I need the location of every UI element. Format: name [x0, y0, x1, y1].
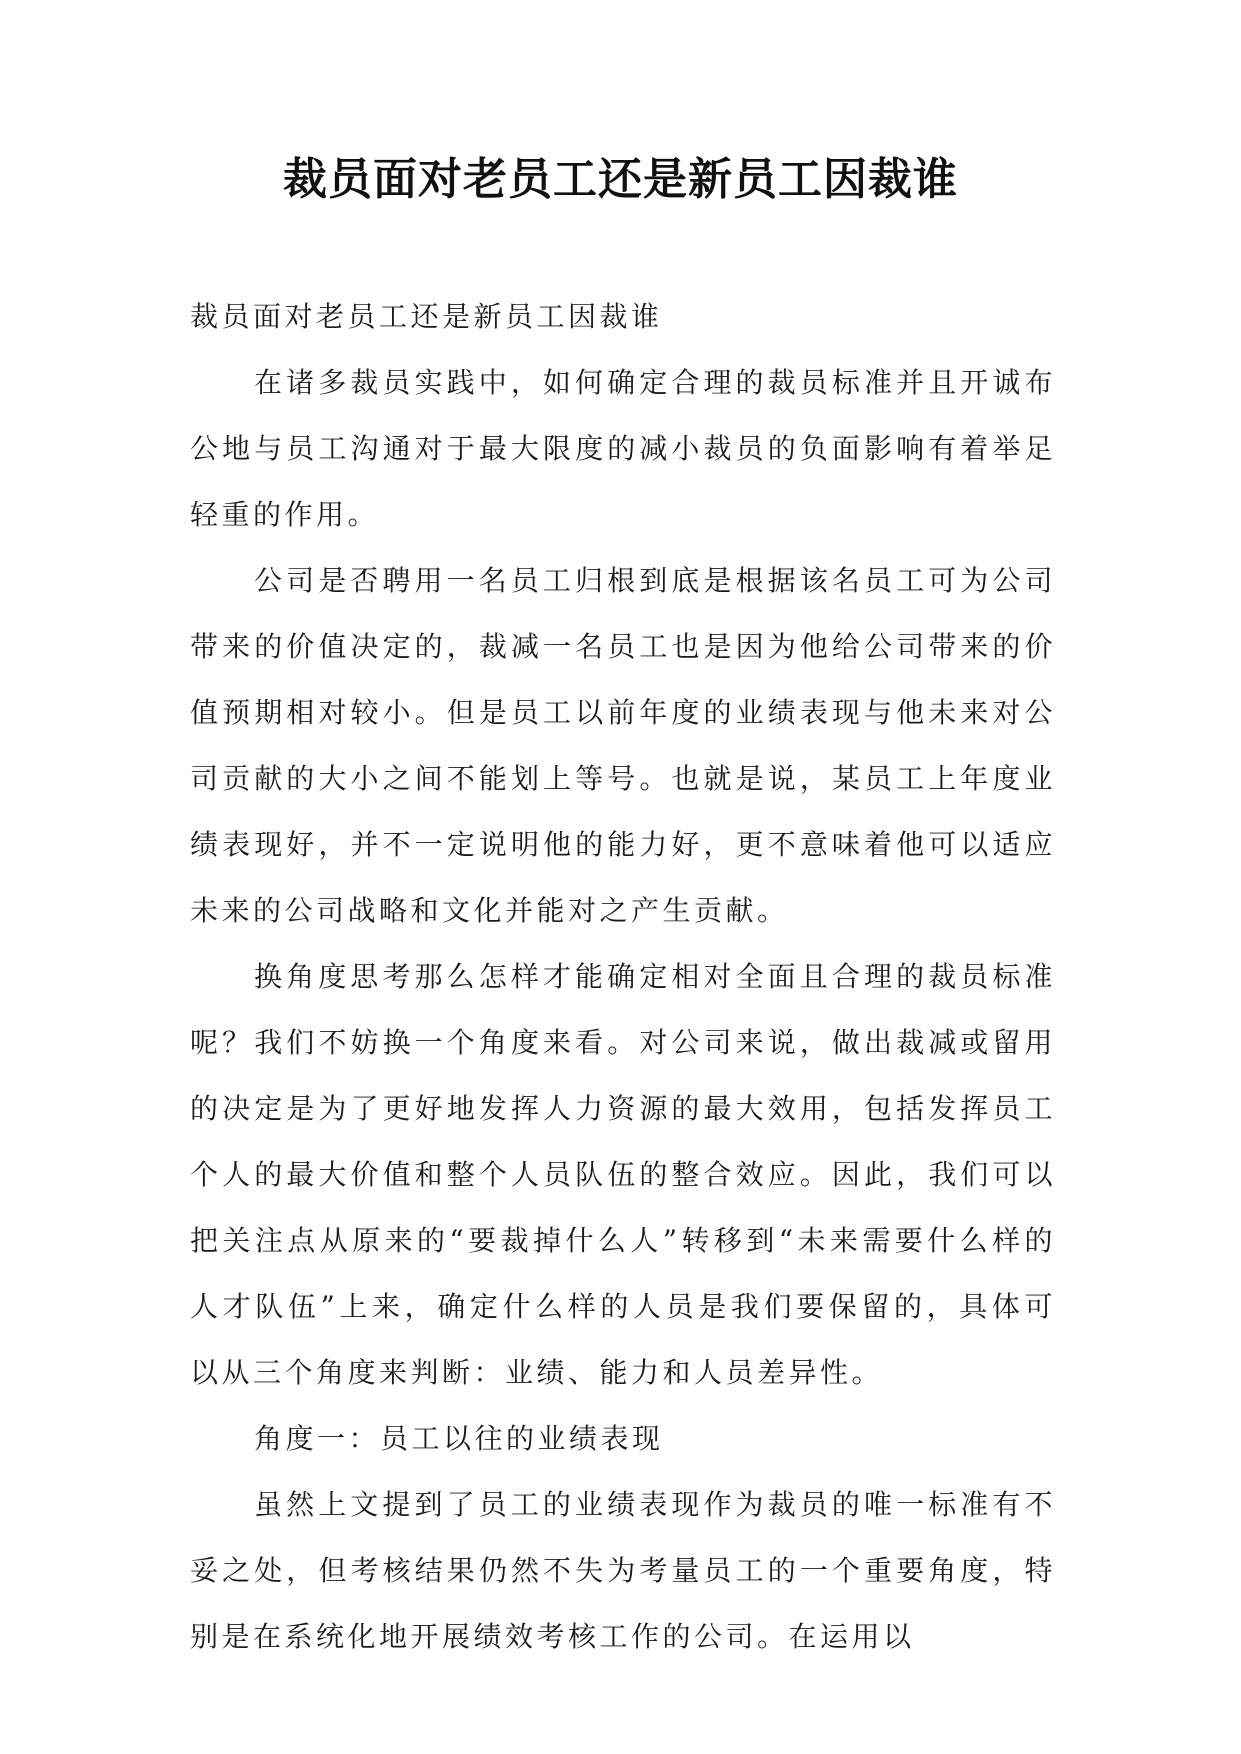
document-title: 裁员面对老员工还是新员工因裁谁	[283, 154, 958, 205]
paragraph: 换角度思考那么怎样才能确定相对全面且合理的裁员标准呢？我们不妨换一个角度来看。对公司来说，做出裁减或留用的决定是为了更好地发挥人力资源的最大效用，包括发挥员工个人的最大价值和整个人员队伍的整合效应。因此，我们可以把关注点从原来的“要裁掉什么人”转移到“未来需要什么样的人才队伍”上来，确定什么样的人员是我们要保留的，具体可以从三个角度来判断：业绩、能力和人员差异性。	[190, 960, 1056, 1389]
paragraph: 在诸多裁员实践中，如何确定合理的裁员标准并且开诚布公地与员工沟通对于最大限度的减小裁员的负面影响有着举足轻重的作用。	[190, 366, 1056, 531]
paragraph: 公司是否聘用一名员工归根到底是根据该名员工可为公司带来的价值决定的，裁减一名员工也是因为他给公司带来的价值预期相对较小。但是员工以前年度的业绩表现与他未来对公司贡献的大小之间不能划上等号。也就是说，某员工上年度业绩表现好，并不一定说明他的能力好，更不意味着他可以适应未来的公司战略和文化并能对之产生贡献。	[190, 564, 1056, 927]
paragraph: 虽然上文提到了员工的业绩表现作为裁员的唯一标准有不妥之处，但考核结果仍然不失为考量员工的一个重要角度，特别是在系统化地开展绩效考核工作的公司。在运用以	[190, 1488, 1056, 1653]
paragraph-subtitle: 裁员面对老员工还是新员工因裁谁	[190, 300, 663, 333]
section-heading: 角度一：员工以往的业绩表现	[254, 1422, 664, 1455]
document-body	[190, 284, 1056, 1670]
